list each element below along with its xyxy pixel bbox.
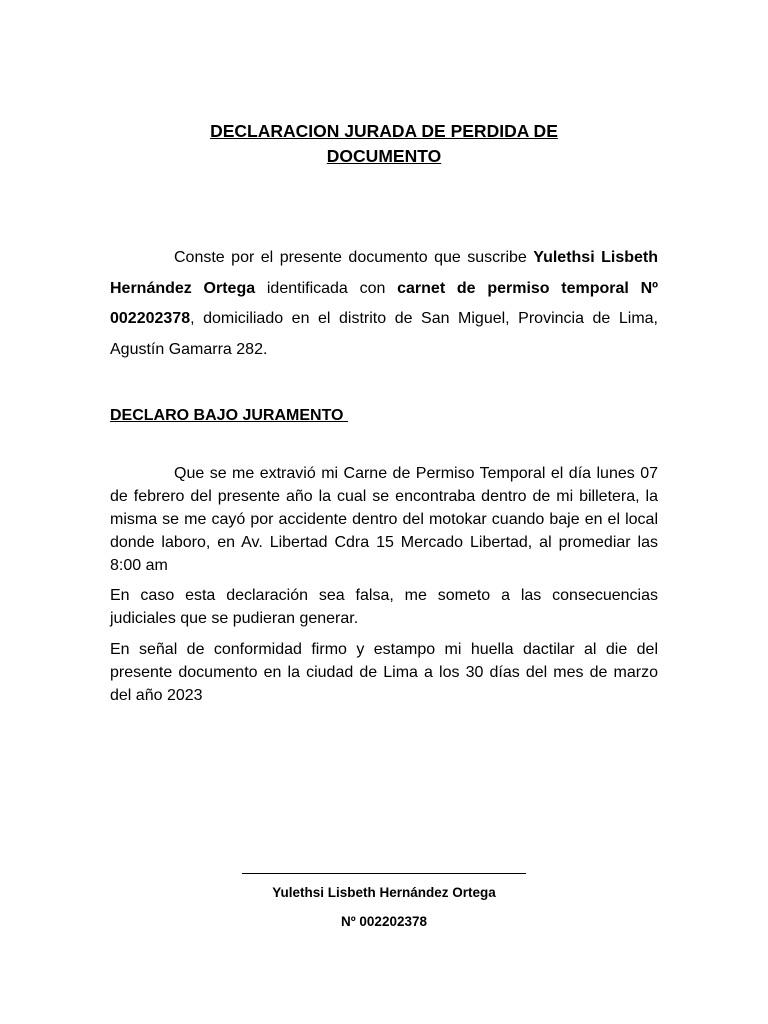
document-title: [110, 119, 658, 169]
declarant-name: Yulethsi Lisbeth Hernández Ortega: [110, 249, 659, 297]
signature-name: Yulethsi Lisbeth Hernández Ortega: [272, 885, 496, 900]
declarant-id: carnet de permiso temporal Nº 002202378: [110, 279, 659, 327]
declaration-paragraph-2: En caso esta declaración sea falsa, me someto a las consecuencias judiciales que se pudieran generar.: [110, 587, 658, 627]
document-title-line-2: DOCUMENTO: [326, 146, 442, 166]
signature-id-number: Nº 002202378: [340, 914, 427, 929]
declaration-paragraph-1-text: Que se me extravió mi Carne de Permiso Temporal el día lunes 07 de febrero del presente año la cual se encontraba dentro de mi billetera, la misma se me cayó por accidente dentro del motokar cuando baje en el local donde laboro, en Av. Libertad Cdra 15 Mercado Libertad, al promediar las 8:00 am: [110, 465, 658, 574]
declaration-paragraph-1: [110, 462, 658, 577]
intro-text-1: Conste por el presente documento que suscribe: [174, 249, 534, 266]
declaration-paragraph-3: En señal de conformidad firmo y estampo mi huella dactilar al die del presente documento en la ciudad de Lima a los 30 días del mes de marzo del año 2023: [110, 641, 658, 704]
declaration-heading: DECLARO BAJO JURAMENTO: [110, 407, 348, 424]
intro-text-2: identificada con: [255, 279, 398, 297]
document-title-line-1: DECLARACION JURADA DE PERDIDA DE: [210, 121, 558, 141]
intro-text-3: , domiciliado en el distrito de San Miguel, Provincia de Lima, Agustín Gamarra 282.: [110, 310, 658, 358]
signature-line: [242, 873, 526, 874]
intro-paragraph: [110, 243, 658, 365]
